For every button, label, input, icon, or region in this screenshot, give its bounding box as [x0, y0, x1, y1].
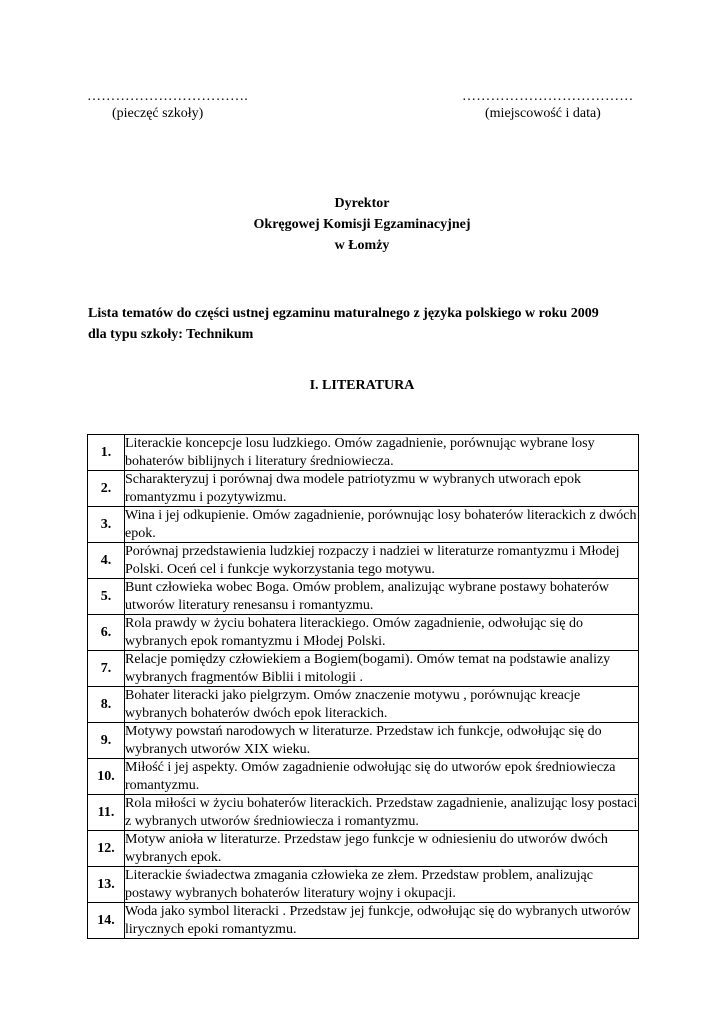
- topic-number: 14.: [88, 903, 125, 939]
- topic-text: Woda jako symbol literacki . Przedstaw jej funkcje, odwołując się do wybranych utworów lirycznych epoki romantyzmu.: [125, 903, 639, 939]
- topic-text: Bunt człowieka wobec Boga. Omów problem, analizując wybrane postawy bohaterów utworów literatury renesansu i romantyzmu.: [125, 579, 639, 615]
- table-row: [88, 507, 639, 543]
- topics-table: [87, 434, 639, 939]
- table-row: [88, 543, 639, 579]
- table-row: [88, 579, 639, 615]
- topic-list-heading-line1: Lista tematów do części ustnej egzaminu maturalnego z języka polskiego w roku 2009: [88, 306, 599, 321]
- topic-number: 7.: [88, 651, 125, 687]
- table-row: [88, 903, 639, 939]
- table-row: [88, 723, 639, 759]
- topic-text: Literackie świadectwa zmagania człowieka ze złem. Przedstaw problem, analizując postawy wybranych bohaterów literatury wojny i okupacji.: [125, 867, 639, 903]
- topic-text: Porównaj przedstawienia ludzkiej rozpaczy i nadziei w literaturze romantyzmu i Młodej Polski. Oceń cel i funkcje wykorzystania tego motywu.: [125, 543, 639, 579]
- topic-number: 11.: [88, 795, 125, 831]
- table-row: [88, 435, 639, 471]
- table-row: [88, 687, 639, 723]
- topic-text: Bohater literacki jako pielgrzym. Omów znaczenie motywu , porównując kreacje wybranych bohaterów dwóch epok literackich.: [125, 687, 639, 723]
- addressee-block: [0, 193, 724, 256]
- topic-number: 9.: [88, 723, 125, 759]
- table-row: [88, 471, 639, 507]
- topic-text: Literackie koncepcje losu ludzkiego. Omów zagadnienie, porównując wybrane losy bohaterów biblijnych i literatury średniowiecza.: [125, 435, 639, 471]
- topic-text: Scharakteryzuj i porównaj dwa modele patriotyzmu w wybranych utworach epok romantyzmu i pozytywizmu.: [125, 471, 639, 507]
- topic-text: Motyw anioła w literaturze. Przedstaw jego funkcje w odniesieniu do utworów dwóch wybranych epok.: [125, 831, 639, 867]
- table-row: [88, 795, 639, 831]
- topic-number: 4.: [88, 543, 125, 579]
- topic-number: 10.: [88, 759, 125, 795]
- table-row: [88, 867, 639, 903]
- topic-number: 3.: [88, 507, 125, 543]
- topic-text: Wina i jej odkupienie. Omów zagadnienie, porównując losy bohaterów literackich z dwóch epok.: [125, 507, 639, 543]
- topic-text: Rola miłości w życiu bohaterów literackich. Przedstaw zagadnienie, analizując losy postaci z wybranych utworów średniowiecza i romantyzmu.: [125, 796, 638, 829]
- topic-number: 2.: [88, 471, 125, 507]
- topic-text: Motywy powstań narodowych w literaturze. Przedstaw ich funkcje, odwołując się do wybranych utworów XIX wieku.: [125, 723, 639, 759]
- topic-list-heading: [88, 303, 648, 345]
- topic-text: Relacje pomiędzy człowiekiem a Bogiem(bogami). Omów temat na podstawie analizy wybranych fragmentów Biblii i mitologii .: [125, 651, 639, 687]
- place-date-line: ………………………………: [462, 89, 634, 104]
- topic-number: 6.: [88, 615, 125, 651]
- topic-list-heading-line2: dla typu szkoły: Technikum: [88, 327, 254, 342]
- section-title: I. LITERATURA: [309, 378, 415, 393]
- topic-text: Miłość i jej aspekty. Omów zagadnienie odwołując się do utworów epok średniowiecza romantyzmu.: [125, 759, 639, 795]
- topic-number: 13.: [88, 867, 125, 903]
- table-row: [88, 615, 639, 651]
- table-row: [88, 759, 639, 795]
- school-stamp-caption: (pieczęć szkoły): [112, 106, 204, 121]
- table-row: [88, 831, 639, 867]
- school-stamp-line: …………………………….: [87, 89, 249, 104]
- topic-number: 5.: [88, 579, 125, 615]
- topic-number: 8.: [88, 687, 125, 723]
- place-date-caption: (miejscowość i data): [485, 106, 601, 121]
- topic-text: Rola prawdy w życiu bohatera literackiego. Omów zagadnienie, odwołując się do wybranych epok romantyzmu i Młodej Polski.: [125, 615, 639, 651]
- addressee-title: Dyrektor: [334, 196, 390, 211]
- addressee-institution: Okręgowej Komisji Egzaminacyjnej: [253, 217, 471, 232]
- topic-number: 1.: [88, 435, 125, 471]
- addressee-city: w Łomży: [334, 238, 390, 253]
- table-row: [88, 651, 639, 687]
- topic-number: 12.: [88, 831, 125, 867]
